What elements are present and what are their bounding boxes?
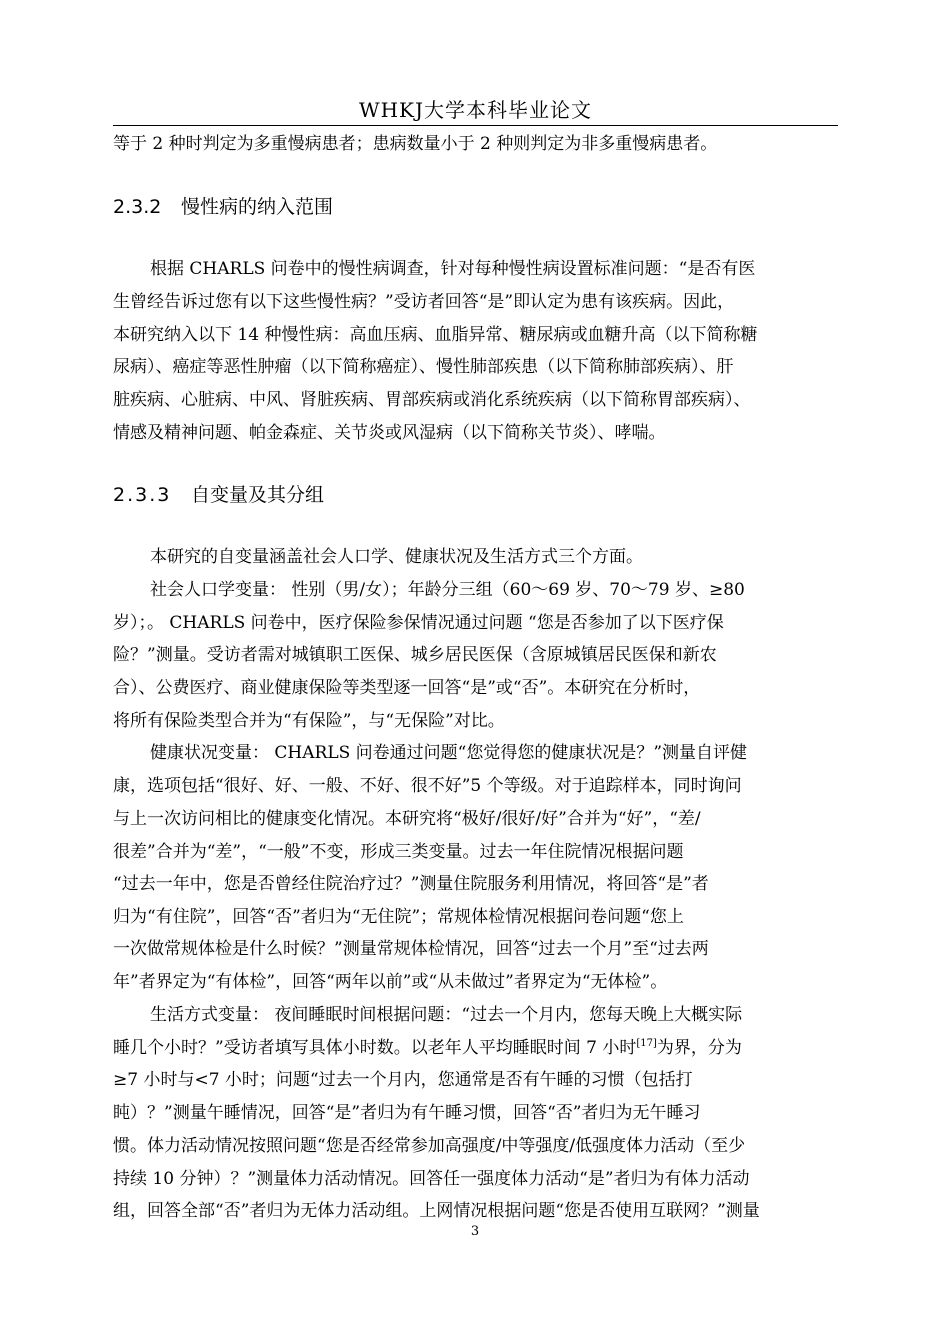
page-header-title: WHKJ大学本科毕业论文 [359,98,592,122]
body-line: 持续 10 分钟）？”测量体力活动情况。回答任一强度体力活动“是”者归为有体力活动 [113,1169,750,1189]
section-number: 2.3.2 [113,196,162,218]
section-title: 慢性病的纳入范围 [181,196,334,218]
section-title: 自变量及其分组 [191,484,325,506]
body-line: 组，回答全部“否”者归为无体力活动组。上网情况根据问题“您是否使用互联网？”测量 [113,1201,760,1221]
body-line: 惯。体力活动情况按照问题“您是否经常参加高强度/中等强度/低强度体力活动（至少 [113,1136,746,1156]
body-line: 合）、公费医疗、商业健康保险等类型逐一回答“是”或“否”。本研究在分析时， [113,678,701,698]
body-line: ≥7 小时与<7 小时；问题“过去一个月内，您通常是否有午睡的习惯（包括打 [113,1070,693,1090]
body-line: 归为“有住院”，回答“否”者归为“无住院”；常规体检情况根据问卷问题“您上 [113,907,684,927]
section-heading-2-3-2 [113,196,333,218]
body-line: 本研究的自变量涵盖社会人口学、健康状况及生活方式三个方面。 [150,547,643,567]
section-number: 2.3.3 [113,484,172,506]
body-line: 尿病）、癌症等恶性肿瘤（以下简称癌症）、慢性肺部疾患（以下简称肺部疾病）、肝 [113,357,734,377]
body-line: 岁）；。 CHARLS 问卷中，医疗保险参保情况通过问题 “您是否参加了以下医疗保 [113,613,724,633]
section-heading-2-3-3 [113,484,324,506]
body-line: 生活方式变量： 夜间睡眠时间根据问题：“过去一个月内，您每天晚上大概实际 [150,1005,743,1025]
body-line: 将所有保险类型合并为“有保险”，与“无保险”对比。 [113,711,505,731]
body-line: 等于 2 种时判定为多重慢病患者；患病数量小于 2 种则判定为非多重慢病患者。 [113,134,718,154]
body-line: 一次做常规体检是什么时候？”测量常规体检情况，回答“过去一个月”至“过去两 [113,939,709,959]
body-line: 生曾经告诉过您有以下这些慢性病？”受访者回答“是”即认定为患有该疾病。因此， [113,292,735,312]
body-line: 盹）？”测量午睡情况，回答“是”者归为有午睡习惯，回答“否”者归为无午睡习 [113,1103,701,1123]
body-line: 很差”合并为“差”，“一般”不变，形成三类变量。过去一年住院情况根据问题 [113,842,684,862]
body-line: 年”者界定为“有体检”，回答“两年以前”或“从未做过”者界定为“无体检”。 [113,972,668,992]
body-line: 情感及精神问题、帕金森症、关节炎或风湿病（以下简称关节炎）、哮喘。 [113,423,666,443]
body-line: 康，选项包括“很好、好、一般、不好、很不好”5 个等级。对于追踪样本，同时询问 [113,776,742,796]
body-line: 根据 CHARLS 问卷中的慢性病调查，针对每种慢性病设置标准问题：“是否有医 [150,259,756,279]
body-line [113,1037,742,1059]
body-line: 社会人口学变量： 性别（男/女）；年龄分三组（60～69 岁、70～79 岁、≥80 [150,580,745,600]
body-line: 健康状况变量： CHARLS 问卷通过问题“您觉得您的健康状况是？”测量自评健 [150,743,748,763]
page-number: 3 [470,1224,480,1239]
body-line: 本研究纳入以下 14 种慢性病：高血压病、血脂异常、糖尿病或血糖升高（以下简称糖 [113,325,758,345]
body-text: 为界，分为 [656,1038,742,1058]
body-text: 睡几个小时？”受访者填写具体小时数。以老年人平均睡眠时间 7 小时 [113,1038,637,1058]
citation-ref: [17] [636,1038,657,1049]
body-line: 与上一次访问相比的健康变化情况。本研究将“极好/很好/好”合并为“好”，“差/ [113,809,701,829]
body-line: 险？”测量。受访者需对城镇职工医保、城乡居民医保（含原城镇居民医保和新农 [113,645,717,665]
body-line: 脏疾病、心脏病、中风、肾脏疾病、胃部疾病或消化系统疾病（以下简称胃部疾病）、 [113,390,751,410]
header-rule [113,125,838,126]
body-line: “过去一年中，您是否曾经住院治疗过？”测量住院服务利用情况，将回答“是”者 [113,874,709,894]
